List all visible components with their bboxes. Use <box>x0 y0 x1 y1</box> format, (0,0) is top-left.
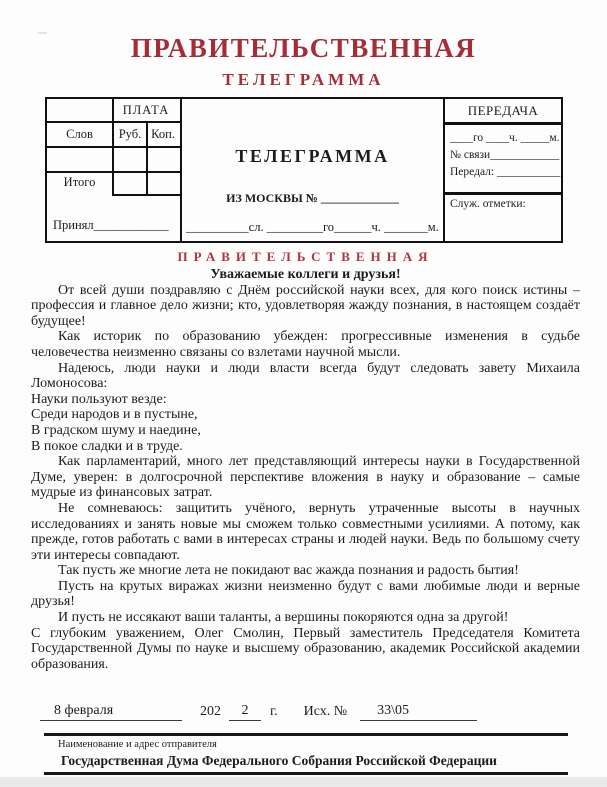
form-telegram-heading: ТЕЛЕГРАММА <box>235 146 390 166</box>
rubles-col-label: Руб. <box>118 127 142 141</box>
form-grid-line <box>445 192 561 195</box>
footer-caption: Наименование и адрес отправителя <box>58 739 217 750</box>
year-suffix: г. <box>270 704 278 719</box>
transfer-section <box>445 99 561 241</box>
doc-title: ПРАВИТЕЛЬСТВЕННАЯ <box>130 33 477 63</box>
letter-body <box>31 249 580 672</box>
paragraph: Не сомневаюсь: защитить учёного, вернуть утраченные высоты в научных исследованиях и занять новые мы сможем только совместными усилиями. А потому, как прежде, готов работать с вами в интересах страны и людей науки. Ведь по большому счету эти интересы совпадают. <box>31 500 580 563</box>
paragraph: От всей души поздравляю с Днём российской науки всех, для кого поиск истины – профессия и главное дело жизни; кто, удовлетворяя жажду познания, в настоящем создаёт будущее! <box>31 282 580 329</box>
transfer-sent-line: Передал: ___________ <box>450 166 561 178</box>
verse-line: Науки пользуют везде: <box>31 391 167 407</box>
form-grid-line <box>445 122 561 125</box>
ref-number-field: 33\05 <box>360 702 477 721</box>
doc-subtitle: ТЕЛЕГРАММА <box>222 70 385 89</box>
received-line: Принял____________ <box>53 218 169 232</box>
transfer-time-line: ____го ____ч. _____м. <box>450 132 560 144</box>
verse-line: В градском шуму и наедине, <box>31 422 201 438</box>
verse-line: Среди народов и в пустыне, <box>31 407 198 423</box>
service-count-line: __________сл. _________го______ч. _______м. <box>186 220 439 234</box>
bottom-scan-edge <box>0 777 607 787</box>
paragraph: Как историк по образованию убежден: прогрессивные изменения в судьбе человечества неизменно связаны со взлетами научной мысли. <box>31 329 580 360</box>
from-moscow-line: ИЗ МОСКВЫ № _____________ <box>226 191 399 205</box>
sender-name: Государственная Дума Федерального Собрания Российской Федерации <box>61 753 497 768</box>
transfer-link-line: № связи____________ <box>450 149 560 161</box>
date-reference-row <box>40 702 580 721</box>
closing-paragraph: С глубоким уважением, Олег Смолин, Первый заместитель Председателя Комитета Государственной Думы по науке и высшему образованию, академик Российской академии образования. <box>31 625 580 672</box>
wish-line: Так пусть же многие лета не покидают вас жажда познания и радость бытия! <box>58 563 519 579</box>
telegram-form <box>45 97 563 243</box>
sender-footer <box>44 733 568 775</box>
total-label: Итого <box>63 175 96 189</box>
verse-line: В покое сладки и в труде. <box>31 438 183 454</box>
date-field: 8 февраля <box>40 702 182 721</box>
year-prefix: 202 <box>200 704 221 719</box>
kopeks-col-label: Коп. <box>151 127 175 141</box>
payment-section <box>47 99 180 241</box>
salutation: Уважаемые коллеги и друзья! <box>210 267 401 282</box>
payment-header: ПЛАТА <box>122 103 170 117</box>
paragraph: Как парламентарий, много лет представляющий интересы науки в Государственной Думе, уверен: в долгосрочной перспективе вложения в науку и образование – самые мудрые из финансовых затрат. <box>31 454 580 501</box>
year-digit-field: 2 <box>229 702 261 721</box>
form-center-section <box>182 99 443 241</box>
ref-label: Исх. № <box>303 704 348 719</box>
transfer-header: ПЕРЕДАЧА <box>467 103 539 118</box>
words-col-label: Слов <box>66 127 93 141</box>
wish-line: И пусть не иссякают ваши таланты, а вершины покоряются одна за другой! <box>58 610 509 626</box>
classification-line: ПРАВИТЕЛЬСТВЕННАЯ <box>177 249 434 264</box>
wish-line: Пусть на крутых виражах жизни неизменно будут с вами любимые люди и верные друзья! <box>31 578 580 610</box>
service-notes-label: Служ. отметки: <box>450 198 526 210</box>
document-header <box>0 33 607 90</box>
paragraph: Надеюсь, люди науки и люди власти всегда будут следовать завету Михаила Ломоносова: <box>31 360 580 392</box>
